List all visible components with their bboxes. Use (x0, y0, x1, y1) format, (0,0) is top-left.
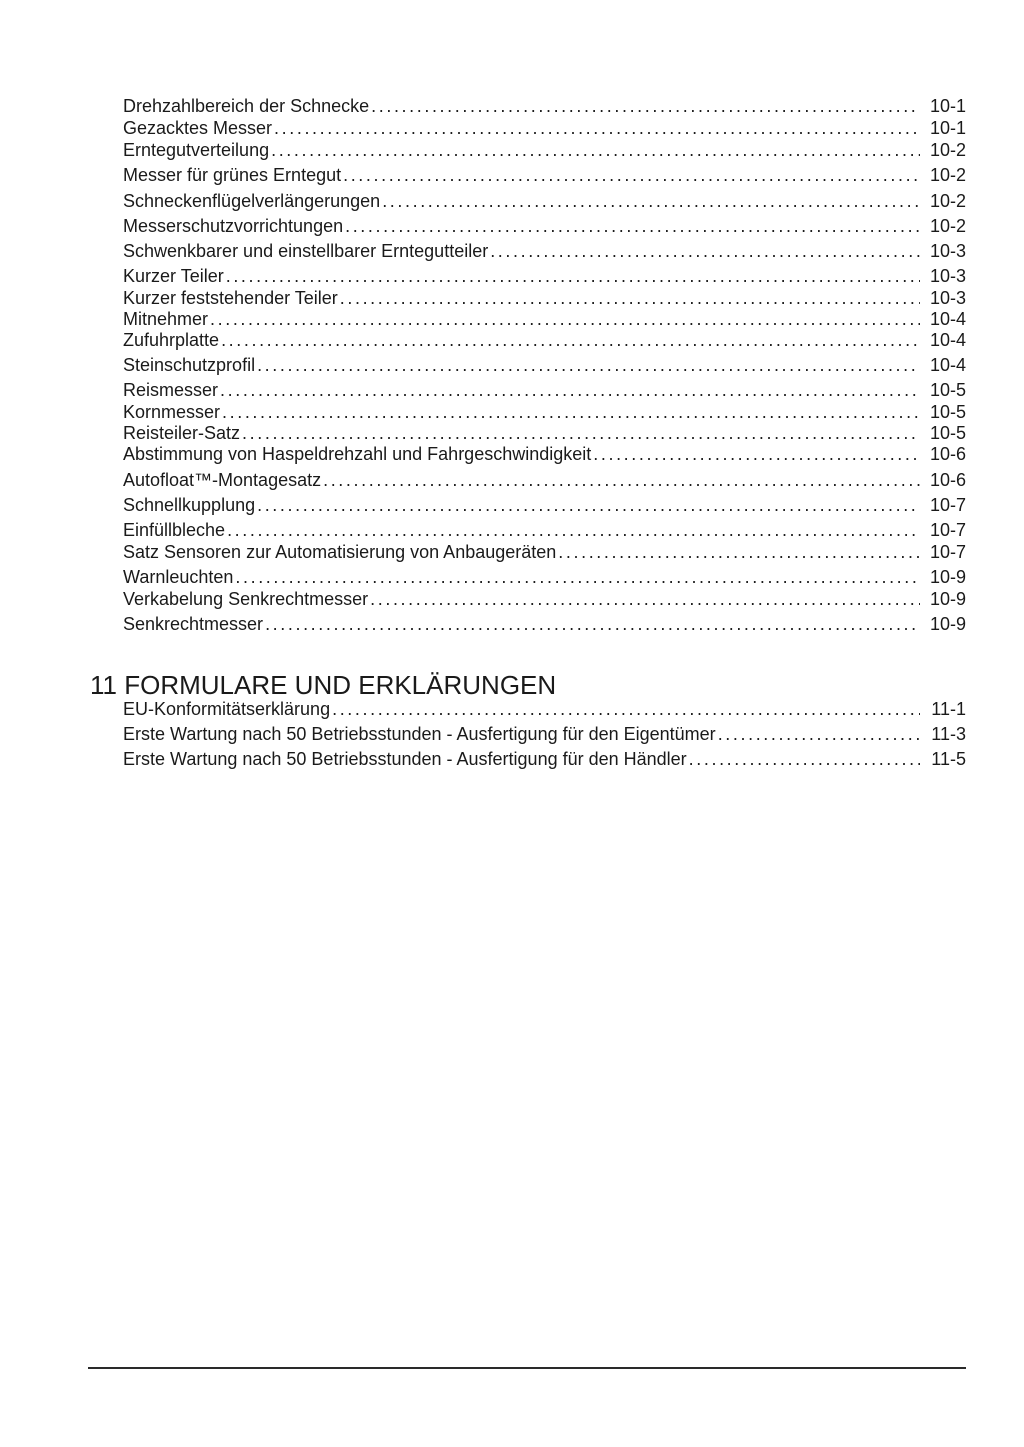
toc-page-number: 10-4 (929, 330, 966, 350)
toc-entry[interactable] (123, 164, 966, 186)
toc-page-number: 10-3 (929, 266, 966, 286)
toc-dot-leader (222, 401, 920, 423)
toc-entry-label: Autofloat™-Montagesatz (123, 470, 322, 490)
toc-page-number: 10-9 (929, 567, 966, 587)
toc-page-number: 10-5 (929, 380, 966, 400)
toc-dot-leader (242, 422, 920, 444)
toc-entry[interactable] (123, 240, 966, 262)
toc-entry-label: Erntegutverteilung (123, 140, 270, 160)
toc-entry-label: Messer für grünes Erntegut (123, 165, 342, 185)
toc-entry-label: Erste Wartung nach 50 Betriebsstunden - Ausfertigung für den Händler (123, 749, 687, 769)
toc-dot-leader (593, 443, 920, 465)
toc-dot-leader (220, 379, 920, 401)
toc-entry-label: Mitnehmer (123, 309, 209, 329)
toc-dot-leader (490, 240, 920, 262)
toc-dot-leader (323, 469, 920, 491)
toc-dot-leader (332, 698, 920, 720)
toc-entry[interactable] (123, 613, 966, 635)
toc-page-number: 10-4 (929, 309, 966, 329)
toc-entry-label: Schnellkupplung (123, 495, 256, 515)
toc-dot-leader (382, 190, 920, 212)
toc-page-number: 10-2 (929, 216, 966, 236)
toc-entry-label: Reismesser (123, 380, 219, 400)
toc-dot-leader (221, 329, 920, 351)
toc-dot-leader (226, 265, 920, 287)
toc-entry-label: Drehzahlbereich der Schnecke (123, 96, 370, 116)
toc-page-number: 10-2 (929, 140, 966, 160)
toc-entry[interactable] (123, 401, 966, 423)
toc-dot-leader (718, 723, 920, 745)
toc-entry[interactable] (123, 566, 966, 588)
toc-dot-leader (689, 748, 920, 770)
toc-entry-label: EU-Konformitätserklärung (123, 699, 331, 719)
toc-entry[interactable] (123, 588, 966, 610)
toc-page-number: 10-5 (929, 402, 966, 422)
toc-entry[interactable] (123, 95, 966, 117)
toc-entry-label: Schwenkbarer und einstellbarer Erntegutteiler (123, 241, 489, 261)
toc-dot-leader (558, 541, 920, 563)
toc-page-number: 10-3 (929, 241, 966, 261)
toc-entry[interactable] (123, 190, 966, 212)
toc-entry[interactable] (123, 748, 966, 770)
toc-entry[interactable] (123, 422, 966, 444)
toc-page-number: 10-6 (929, 470, 966, 490)
toc-dot-leader (274, 117, 920, 139)
toc-entry[interactable] (123, 265, 966, 287)
toc-entry[interactable] (123, 287, 966, 309)
toc-entry-label: Warnleuchten (123, 567, 234, 587)
toc-entry-label: Satz Sensoren zur Automatisierung von Anbaugeräten (123, 542, 557, 562)
toc-dot-leader (227, 519, 920, 541)
toc-page-number: 10-9 (929, 614, 966, 634)
toc-entry[interactable] (123, 379, 966, 401)
toc-dot-leader (257, 354, 920, 376)
toc-dot-leader (265, 613, 920, 635)
toc-dot-leader (345, 215, 920, 237)
toc-page-number: 10-7 (929, 495, 966, 515)
toc-entry[interactable] (123, 354, 966, 376)
toc-entry[interactable] (123, 723, 966, 745)
toc-entry-label: Messerschutzvorrichtungen (123, 216, 344, 236)
toc-entry-label: Einfüllbleche (123, 520, 226, 540)
toc-entry[interactable] (123, 329, 966, 351)
toc-dot-leader (343, 164, 920, 186)
toc-entry-label: Kurzer feststehender Teiler (123, 288, 338, 308)
toc-entry-label: Zufuhrplatte (123, 330, 220, 350)
toc-entry[interactable] (123, 215, 966, 237)
toc-page-number: 10-6 (929, 444, 966, 464)
toc-page-number: 10-2 (929, 165, 966, 185)
toc-page-number: 10-5 (929, 423, 966, 443)
toc-entry-label: Schneckenflügelverlängerungen (123, 191, 381, 211)
toc-entry[interactable] (123, 308, 966, 330)
toc-dot-leader (370, 588, 920, 610)
toc-page-number: 10-7 (929, 542, 966, 562)
toc-entry[interactable] (123, 698, 966, 720)
toc-dot-leader (371, 95, 920, 117)
toc-entry-label: Gezacktes Messer (123, 118, 273, 138)
toc-entry[interactable] (123, 443, 966, 465)
toc-entry-label: Erste Wartung nach 50 Betriebsstunden - Ausfertigung für den Eigentümer (123, 724, 716, 744)
toc-dot-leader (340, 287, 920, 309)
toc-page-number: 11-1 (931, 699, 966, 719)
chapter-heading[interactable]: 11 FORMULARE UND ERKLÄRUNGEN (90, 670, 557, 700)
toc-entry[interactable] (123, 519, 966, 541)
toc-page-number: 10-1 (929, 96, 966, 116)
toc-dot-leader (257, 494, 920, 516)
toc-page-number: 10-4 (929, 355, 966, 375)
toc-dot-leader (235, 566, 920, 588)
toc-entry-label: Abstimmung von Haspeldrehzahl und Fahrgeschwindigkeit (123, 444, 592, 464)
toc-page-number: 10-3 (929, 288, 966, 308)
toc-entry[interactable] (123, 117, 966, 139)
toc-page-number: 11-3 (931, 724, 966, 744)
toc-page-number: 10-7 (929, 520, 966, 540)
toc-entry[interactable] (123, 139, 966, 161)
toc-entry[interactable] (123, 541, 966, 563)
toc-page-number: 10-1 (929, 118, 966, 138)
toc-page-number: 10-9 (929, 589, 966, 609)
toc-page-number: 11-5 (931, 749, 966, 769)
toc-dot-leader (271, 139, 920, 161)
toc-entry[interactable] (123, 469, 966, 491)
toc-entry-label: Reisteiler-Satz (123, 423, 241, 443)
toc-entry-label: Steinschutzprofil (123, 355, 256, 375)
toc-entry-label: Senkrechtmesser (123, 614, 264, 634)
toc-entry-label: Verkabelung Senkrechtmesser (123, 589, 369, 609)
toc-entry[interactable] (123, 494, 966, 516)
toc-dot-leader (210, 308, 920, 330)
toc-page-number: 10-2 (929, 191, 966, 211)
footer-divider (88, 1367, 966, 1369)
toc-entry-label: Kornmesser (123, 402, 221, 422)
toc-entry-label: Kurzer Teiler (123, 266, 224, 286)
